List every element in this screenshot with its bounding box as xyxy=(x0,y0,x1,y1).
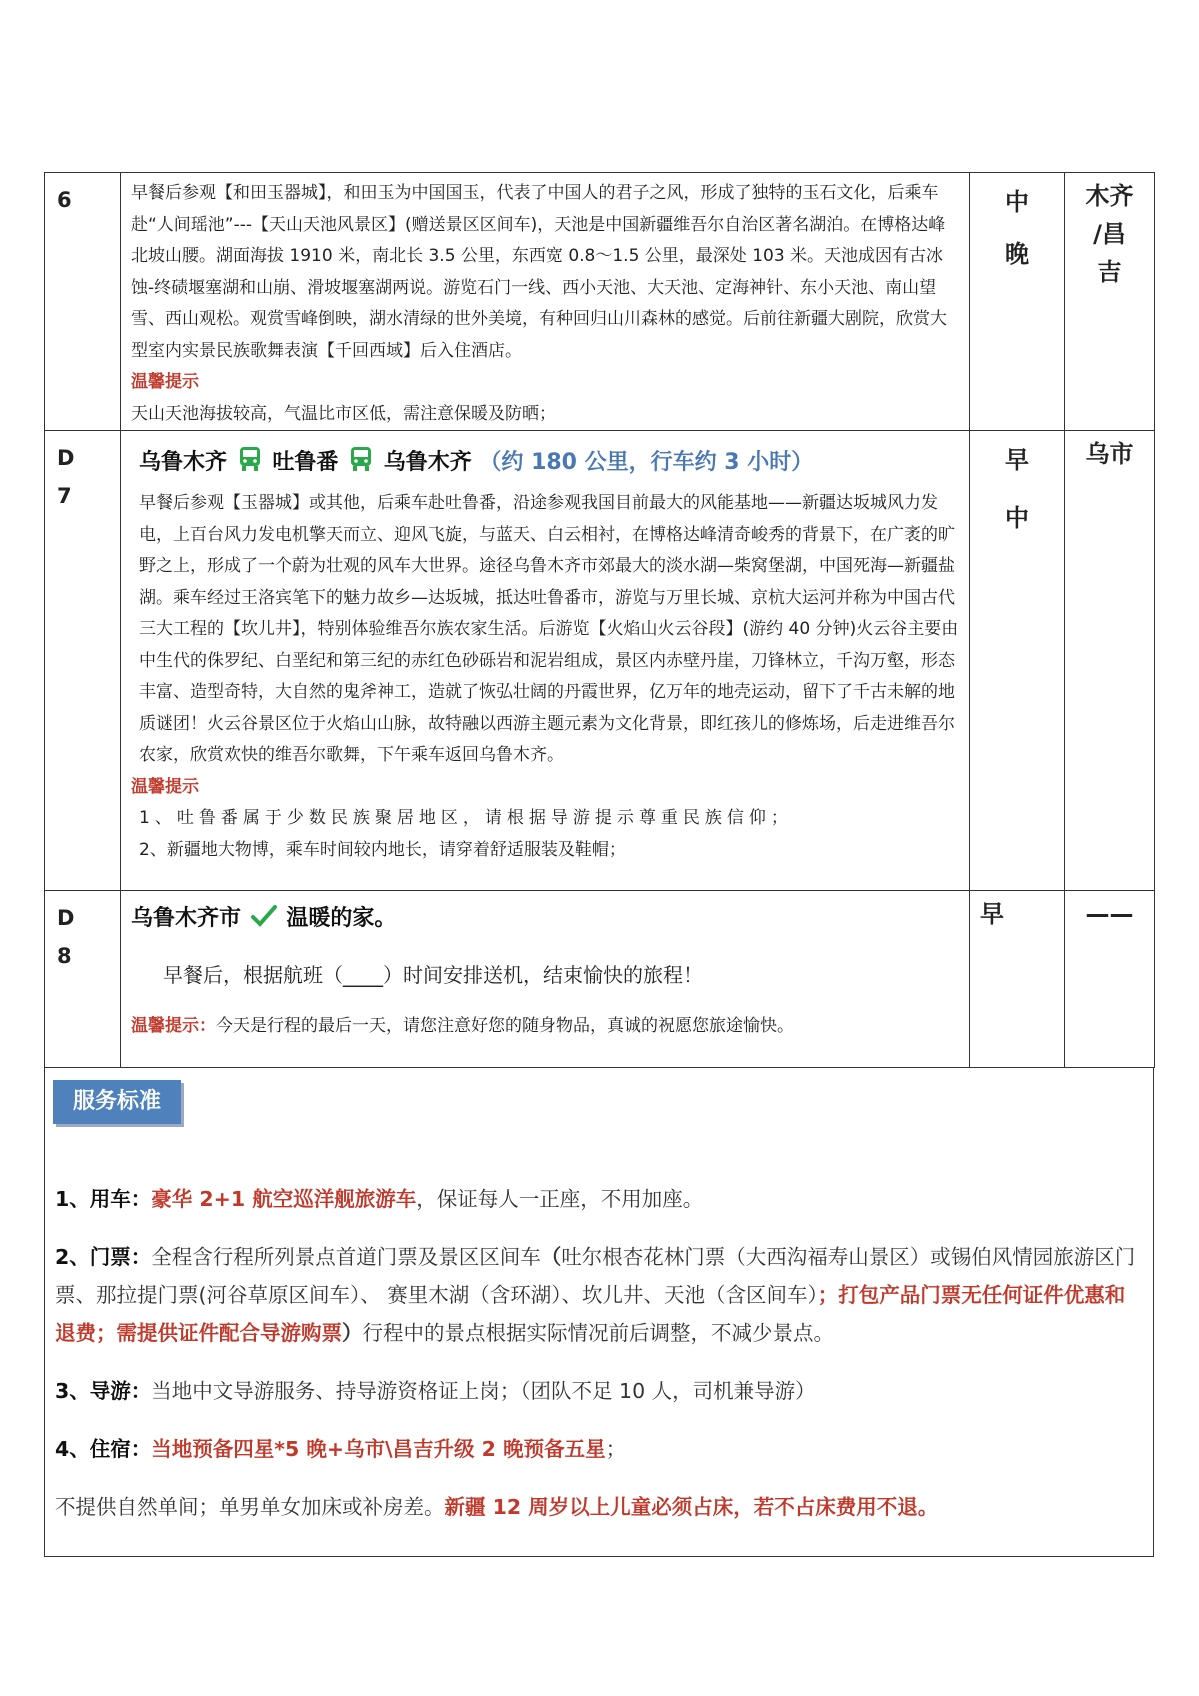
hotel-line: —— xyxy=(1085,900,1134,928)
meals-cell xyxy=(970,173,1065,431)
day-paragraph: 早餐后参观【玉器城】或其他，后乘车赴吐鲁番，沿途参观我国目前最大的风能基地——新疆达坂城风力发电，上百台风力发电机擎天而立、迎风飞旋，与蓝天、白云相衬，在博格达峰清奇峻秀的背景下，在广袤的旷野之上，形成了一个蔚为壮观的风车大世界。途径乌鲁木齐市郊最大的淡水湖—柴窝堡湖，中国死海—新疆盐湖。乘车经过王洛宾笔下的魅力故乡—达坂城，抵达吐鲁番市，游览与万里长城、京杭大运河并称为中国古代三大工程的【坎儿井】，特别体验维吾尔族农家生活。后游览【火焰山火云谷段】(游约 40 分钟)火云谷主要由中生代的侏罗纪、白垩纪和第三纪的赤红色砂砾岩和泥岩组成，景区内赤壁丹崖，刀锋林立，千沟万壑，形态丰富、造型奇特，大自然的鬼斧神工，造就了恢弘壮阔的丹霞世界，亿万年的地壳运动，留下了千古未解的地质谜团！火云谷景区位于火焰山山脉，故特融以西游主题元素为文化背景，即红孩儿的修炼场，后走进维吾尔农家，欣赏欢快的维吾尔歌舞，下午乘车返回乌鲁木齐。 xyxy=(139,493,959,765)
day-description xyxy=(121,891,970,1068)
route-to: 温暖的家。 xyxy=(286,906,397,931)
route-from: 乌鲁木齐 xyxy=(139,450,228,475)
bus-icon xyxy=(239,444,261,488)
route-to: 乌鲁木齐 xyxy=(383,450,472,475)
bus-icon xyxy=(350,444,372,488)
hotel-cell xyxy=(1065,173,1155,431)
meal-item: 中 xyxy=(1005,188,1029,216)
day-description xyxy=(121,431,970,891)
tip-line xyxy=(131,1011,959,1043)
service-key: 1、用车： xyxy=(55,1187,152,1211)
service-text: 吐尔根杏花林门票（大西沟福寿山景区）或锡伯风情园旅游区门票、那拉提门票(河谷草原区间车）、 赛里木湖（含环湖）、坎儿井、天池（含区间车） xyxy=(55,1245,1136,1307)
hotel-cell xyxy=(1065,891,1155,1068)
day-description xyxy=(121,173,970,431)
service-highlight: 新疆 12 周岁以上儿童必须占床，若不占床费用不退。 xyxy=(444,1495,939,1519)
meals-cell xyxy=(970,431,1065,891)
meal-item: 晚 xyxy=(1005,240,1029,268)
service-text: ，保证每人一正座，不用加座。 xyxy=(416,1187,704,1211)
itinerary-table xyxy=(44,172,1155,1068)
service-bracket: （ xyxy=(540,1245,562,1269)
service-text: 不提供自然单间；单男单女加床或补房差。 xyxy=(55,1495,445,1519)
service-item-guide xyxy=(55,1372,1145,1410)
service-list xyxy=(55,1180,1145,1546)
hotel-line: 木齐 xyxy=(1085,182,1134,210)
service-key: 3、导游： xyxy=(55,1379,152,1403)
hotel-line: 吉 xyxy=(1097,258,1122,286)
check-icon xyxy=(251,899,277,943)
tip-text: 今天是行程的最后一天，请您注意好您的随身物品，真诚的祝愿您旅途愉快。 xyxy=(216,1016,794,1036)
route-distance: （约 180 公里，行车约 3 小时） xyxy=(479,450,814,475)
tip-label: 温馨提示： xyxy=(131,1016,216,1036)
meal-item: 中 xyxy=(1005,504,1029,532)
hotel-line: /昌 xyxy=(1093,220,1126,248)
day-label-letter: D xyxy=(57,446,75,470)
day-label xyxy=(45,891,121,1068)
meals-cell xyxy=(970,891,1065,1068)
day-label: 6 xyxy=(45,173,121,431)
route-heading xyxy=(131,897,959,943)
service-key: 2、门票： xyxy=(55,1245,152,1269)
service-text: 行程中的景点根据实际情况前后调整，不减少景点。 xyxy=(362,1321,834,1345)
service-item-room xyxy=(55,1488,1145,1526)
tip-label: 温馨提示 xyxy=(131,372,199,392)
day-row-6 xyxy=(45,173,1155,431)
day-paragraph: 早餐后参观【和田玉器城】，和田玉为中国国玉，代表了中国人的君子之风，形成了独特的玉石文化，后乘车赴“人间瑶池”---【天山天池风景区】(赠送景区区间车)，天池是中国新疆维吾尔自治区著名湖泊。在博格达峰北坡山腰。湖面海拔 1910 米，南北长 3.5 公里，东西宽 0.8～1.5 公里，最深处 103 米。天池成因有古冰蚀-终碛堰塞湖和山崩、滑坡堰塞湖两说。游览石门一线、西小天池、大天池、定海神针、东小天池、南山望雪、西山观松。观赏雪峰倒映，湖水清绿的世外美境，有种回归山川森林的感觉。后前往新疆大剧院，欣赏大型室内实景民族歌舞表演【千回西域】后入住酒店。 xyxy=(131,183,947,361)
meal-item: 早 xyxy=(980,900,1004,928)
service-item-hotel xyxy=(55,1430,1145,1468)
hotel-line: 乌市 xyxy=(1085,440,1134,468)
service-highlight: ；打包产品门票无任何证件优惠和退费；需提供证件配合导游购票 xyxy=(55,1283,1126,1345)
hotel-cell xyxy=(1065,431,1155,891)
day-row-7 xyxy=(45,431,1155,891)
route-from: 乌鲁木齐市 xyxy=(131,906,242,931)
route-heading xyxy=(131,441,959,488)
service-bracket: ） xyxy=(342,1321,363,1345)
service-highlight: 豪华 2+1 航空巡洋舰旅游车 xyxy=(151,1187,417,1211)
service-key: 4、住宿： xyxy=(55,1437,152,1461)
service-item-vehicle xyxy=(55,1180,1145,1218)
service-text: 当地中文导游服务、持导游资格证上岗；（团队不足 10 人，司机兼导游） xyxy=(151,1379,816,1403)
tip-text: 天山天池海拔较高，气温比市区低，需注意保暖及防晒； xyxy=(131,403,556,424)
day-label-number: 8 xyxy=(57,944,72,968)
day-label-number: 7 xyxy=(57,484,72,508)
tip-label: 温馨提示 xyxy=(131,776,199,797)
service-text: 全程含行程所列景点首道门票及景区区间车 xyxy=(151,1245,541,1269)
service-standards xyxy=(44,1068,1154,1557)
day-label-letter: D xyxy=(57,906,75,930)
service-title-badge: 服务标准 xyxy=(53,1080,181,1124)
day-label xyxy=(45,431,121,891)
service-text: ； xyxy=(605,1437,627,1461)
tip-text: 1、吐鲁番属于少数民族聚居地区，请根据导游提示尊重民族信仰； xyxy=(139,808,793,828)
itinerary-page xyxy=(44,172,1155,1557)
route-via: 吐鲁番 xyxy=(272,450,339,475)
meal-item: 早 xyxy=(1005,446,1029,474)
service-item-tickets xyxy=(55,1238,1145,1352)
tip-text: 2、新疆地大物博，乘车时间较内地长，请穿着舒适服装及鞋帽； xyxy=(139,839,626,860)
service-highlight: 当地预备四星*5 晚+乌市\昌吉升级 2 晚预备五星 xyxy=(151,1437,606,1461)
day-paragraph: 早餐后，根据航班（____）时间安排送机，结束愉快的旅程！ xyxy=(163,963,703,987)
day-row-8 xyxy=(45,891,1155,1068)
